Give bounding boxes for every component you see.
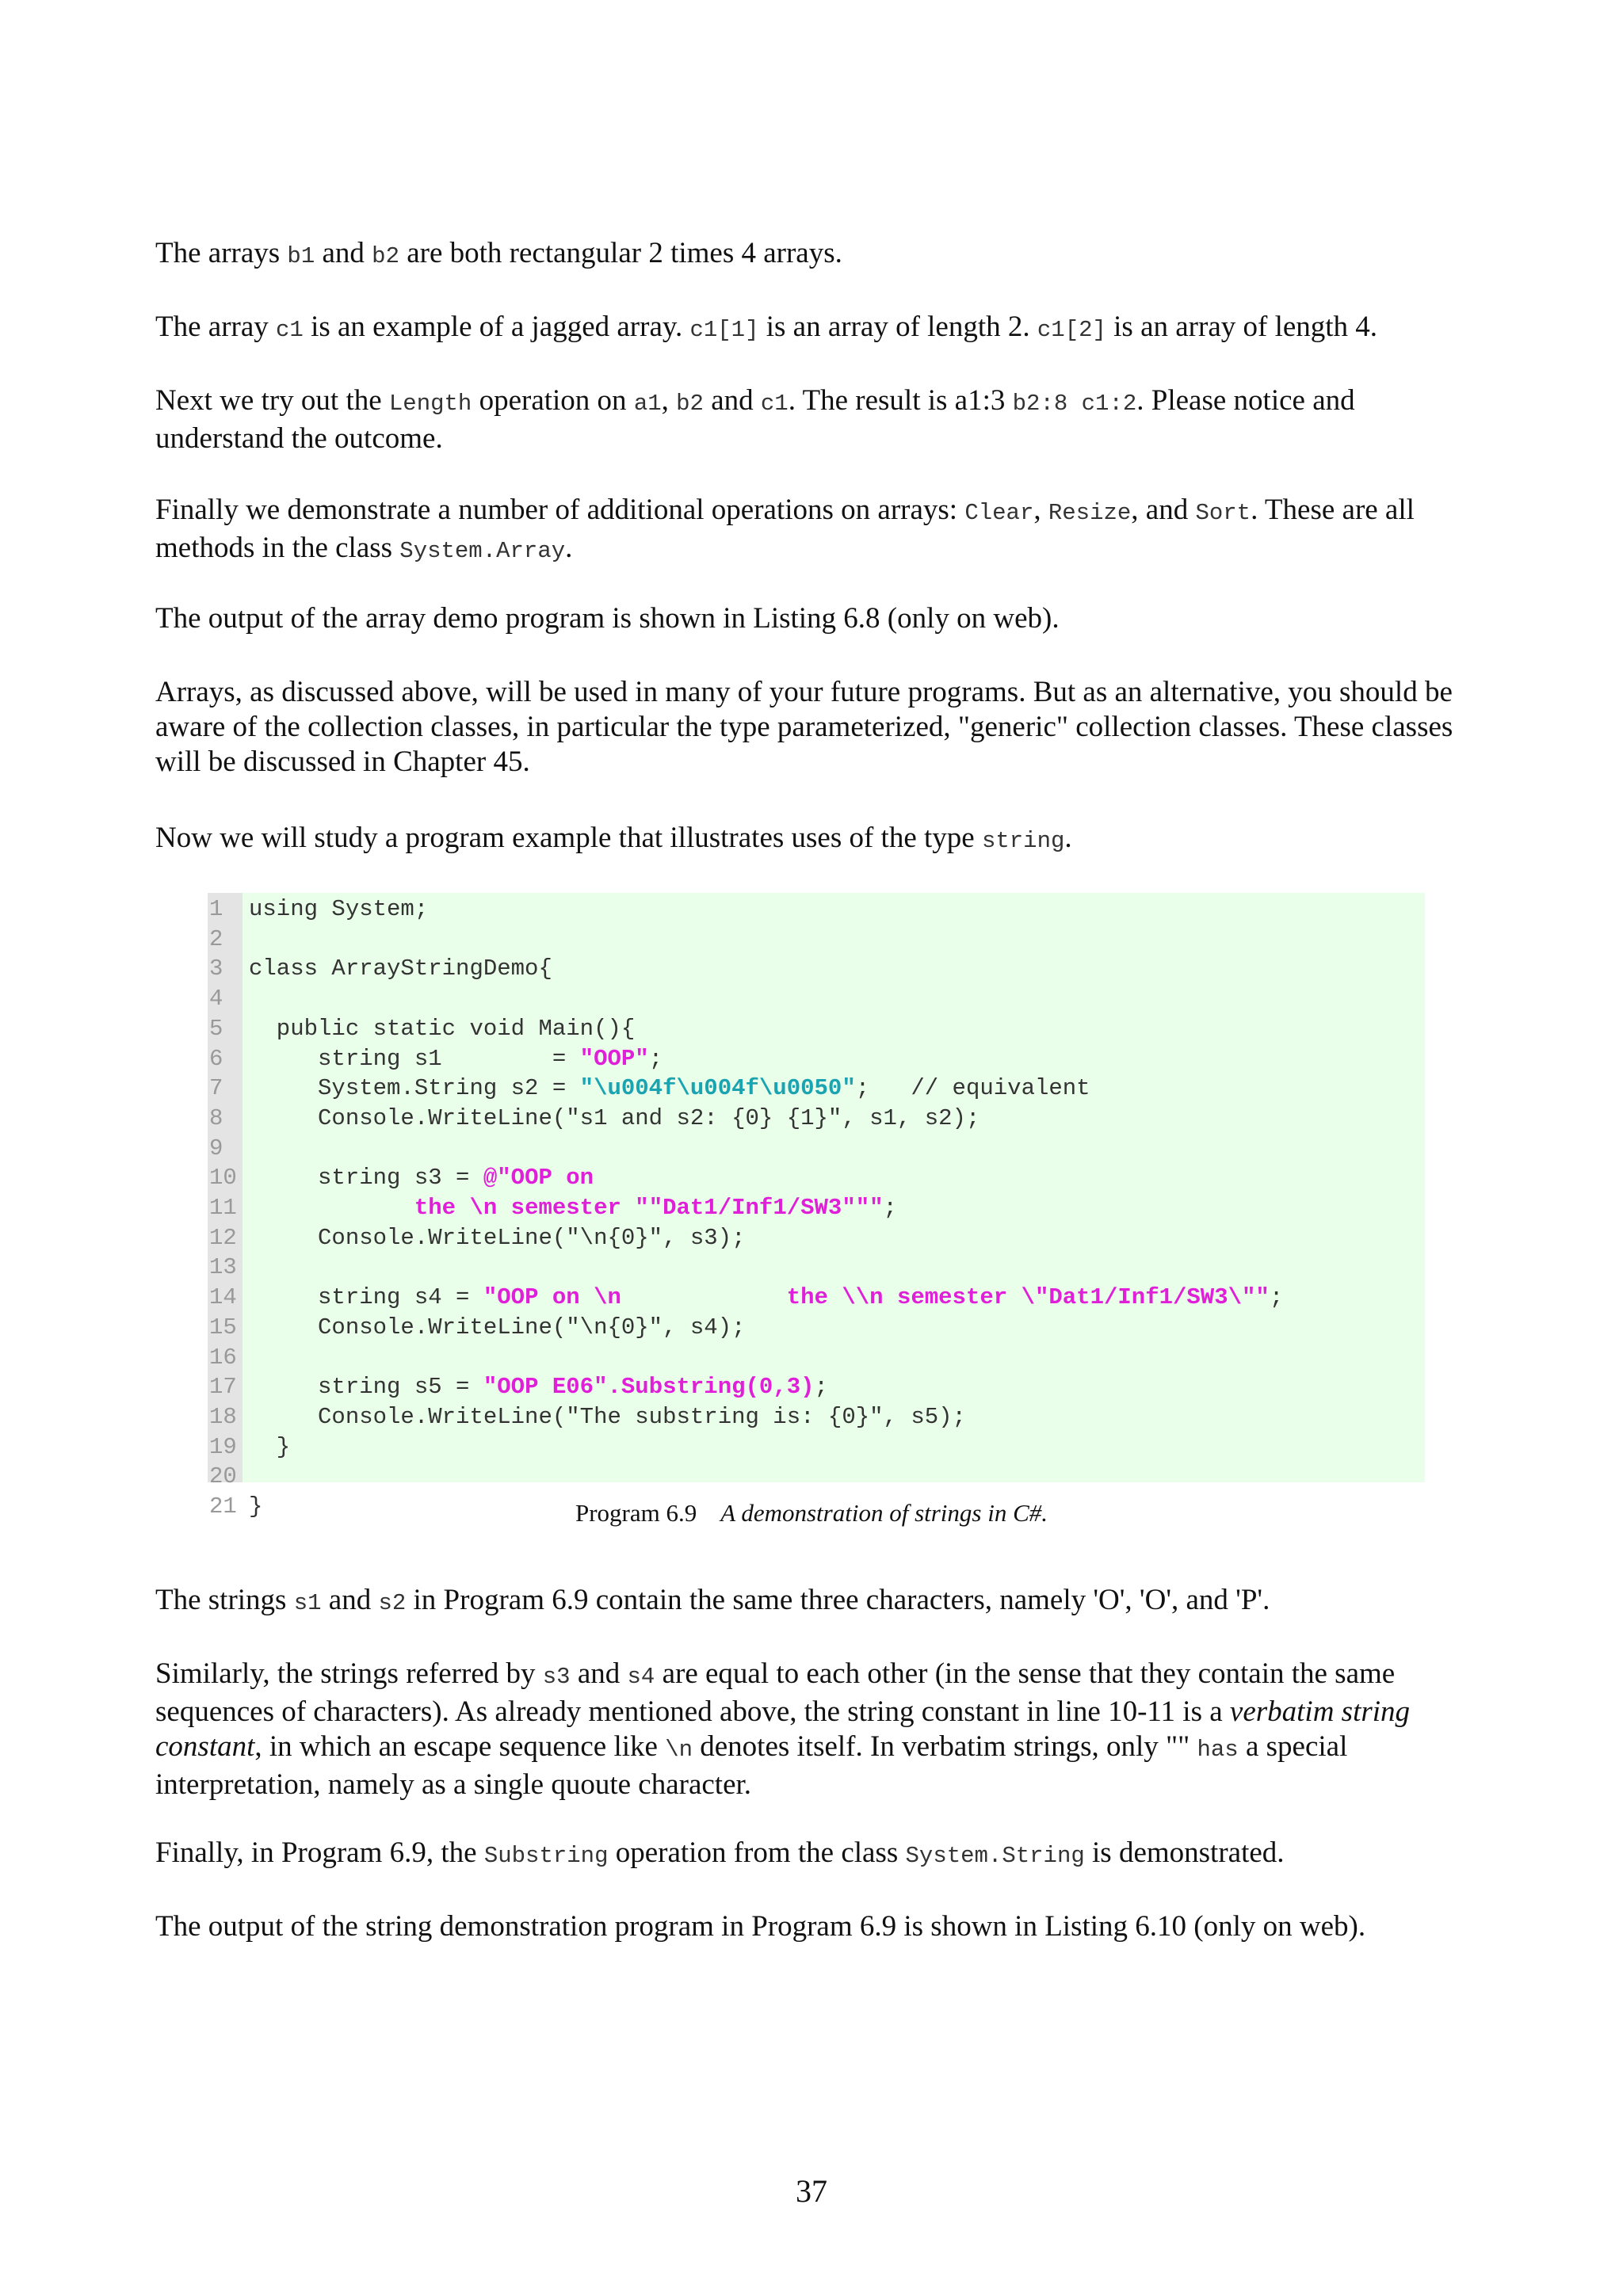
code-text: Console.WriteLine("\n{0}", s3); [249,1224,746,1251]
inline-code: s3 [542,1664,571,1690]
line-number: 16 [209,1344,237,1371]
paragraph: The array c1 is an example of a jagged array. c1[1] is an array of length 2. c1[2] is an array of length 4. [155,311,1378,343]
code-text: Console.WriteLine("\n{0}", s4); [249,1314,746,1341]
inline-code: c1[2] [1037,317,1106,343]
inline-code: s2 [378,1590,407,1616]
code-line [208,1314,746,1341]
line-number: 2 [209,925,223,952]
paragraph: Finally we demonstrate a number of additional operations on arrays: Clear, Resize, and Sort. These are all methods in the class System.Array. [155,494,1415,564]
paragraph: Next we try out the Length operation on a1, b2 and c1. The result is a1:3 b2:8 c1:2. Please notice and understand the outcome. [155,384,1355,455]
caption-label: Program 6.9 [575,1499,697,1527]
inline-code: System.Array [399,538,566,564]
code-line [208,1344,249,1371]
line-number: 15 [209,1314,237,1341]
code-line [208,925,249,953]
code-text: } [249,1493,263,1520]
code-line [208,985,249,1013]
code-text: class ArrayStringDemo{ [249,955,552,982]
inline-code: c1 [276,317,304,343]
code-line [208,1074,1090,1102]
inline-code: b2 [372,243,399,269]
code-text: ; [814,1374,828,1401]
inline-code: b2:8 c1:2 [1012,391,1137,417]
code-text: string s3 = [249,1165,483,1192]
page-number: 37 [796,2173,827,2209]
inline-code: b1 [287,243,315,269]
inline-code: string [981,828,1065,854]
code-text: ; // equivalent [855,1075,1090,1102]
line-number: 5 [209,1015,223,1042]
inline-code: s4 [627,1664,655,1690]
paragraph: Finally, in Program 6.9, the Substring operation from the class System.String is demonstrated. [155,1836,1285,1869]
unicode-string-literal: "\u004f\u004f\u0050" [579,1075,856,1102]
line-number: 21 [209,1493,237,1520]
code-text: string s1 = [249,1045,580,1072]
emphasis: verbatim string constant [155,1695,1411,1763]
code-text: ; [1269,1284,1284,1311]
code-text: using System; [249,896,429,922]
paragraph: The output of the string demonstration program in Program 6.9 is shown in Listing 6.10 (only on web). [155,1910,1366,1943]
inline-code: Sort [1195,500,1251,526]
paragraph: Now we will study a program example that illustrates uses of the type string. [155,822,1072,854]
inline-code: \n [665,1737,693,1763]
inline-code: Substring [483,1843,609,1869]
line-number: 19 [209,1433,237,1460]
code-text: } [249,1433,291,1460]
code-line [208,1283,1283,1311]
code-line [208,1015,635,1043]
code-line [208,1463,249,1490]
line-number: 14 [209,1284,237,1311]
paragraph: Similarly, the strings referred by s3 and s4 are equal to each other (in the sense that they contain the same sequences of characters). As already mentioned above, the string constant in line 10-11 is a verbatim string constant, in which an escape sequence like \n denotes itself. In verbatim strings, only "" has a special interpretation, namely as a single quoute character. [155,1657,1411,1801]
line-number: 3 [209,955,223,982]
code-line [208,1164,594,1192]
line-number: 8 [209,1104,223,1131]
code-text: string s5 = [249,1374,483,1401]
code-text: ; [883,1195,897,1221]
line-number: 11 [209,1195,237,1221]
inline-code: Length [388,391,472,417]
paragraph: The strings s1 and s2 in Program 6.9 contain the same three characters, namely 'O', 'O', and 'P'. [155,1584,1270,1616]
line-number: 1 [209,896,223,922]
inline-code: Clear [964,500,1034,526]
code-line [208,1135,249,1162]
code-line [208,1253,249,1281]
line-number: 10 [209,1165,237,1192]
line-number: 4 [209,986,223,1013]
line-number: 6 [209,1045,223,1072]
string-literal: the \n semester ""Dat1/Inf1/SW3""" [414,1195,884,1221]
inline-code: System.String [905,1843,1085,1869]
string-literal: "OOP E06".Substring(0,3) [483,1374,815,1401]
inline-code: b2 [676,391,704,417]
code-line [208,1045,663,1073]
inline-code: Resize [1048,500,1132,526]
code-line [208,895,428,923]
paragraph: Arrays, as discussed above, will be used in many of your future programs. But as an alternative, you should be aware of the collection classes, in particular the type parameterized, "generic" collection classes. These classes will be discussed in Chapter 45. [155,676,1453,778]
inline-code: c1[1] [689,317,759,343]
inline-code: c1 [760,391,789,417]
line-number: 7 [209,1075,223,1102]
line-number: 17 [209,1374,237,1401]
code-text: System.String s2 = [249,1075,580,1102]
inline-code: s1 [293,1590,322,1616]
line-number: 18 [209,1403,237,1430]
line-number: 20 [209,1463,237,1490]
code-line [208,1433,290,1461]
code-text [249,1195,414,1221]
code-line [208,1104,980,1132]
code-line [208,1373,828,1401]
string-literal: "OOP on \n the \\n semester \"Dat1/Inf1/SW3\"" [483,1284,1270,1311]
line-number: 9 [209,1135,223,1161]
inline-code: has [1197,1737,1239,1763]
code-line [208,1224,746,1252]
code-line [208,955,552,982]
code-line [208,1403,966,1431]
inline-code: a1 [633,391,662,417]
caption-text: A demonstration of strings in C#. [720,1499,1048,1527]
string-literal: @"OOP on [483,1165,594,1192]
paragraph: The output of the array demo program is shown in Listing 6.8 (only on web). [155,602,1060,635]
paragraph: The arrays b1 and b2 are both rectangular 2 times 4 arrays. [155,237,842,269]
code-text: Console.WriteLine("s1 and s2: {0} {1}", s1, s2); [249,1104,980,1131]
line-number: 13 [209,1254,237,1281]
program-caption [0,1499,1623,1527]
line-number: 12 [209,1224,237,1251]
code-line [208,1194,897,1222]
code-text: ; [648,1045,663,1072]
string-literal: "OOP" [579,1045,649,1072]
code-text: string s4 = [249,1284,483,1311]
code-text: public static void Main(){ [249,1015,636,1042]
code-text: Console.WriteLine("The substring is: {0}", s5); [249,1403,966,1430]
